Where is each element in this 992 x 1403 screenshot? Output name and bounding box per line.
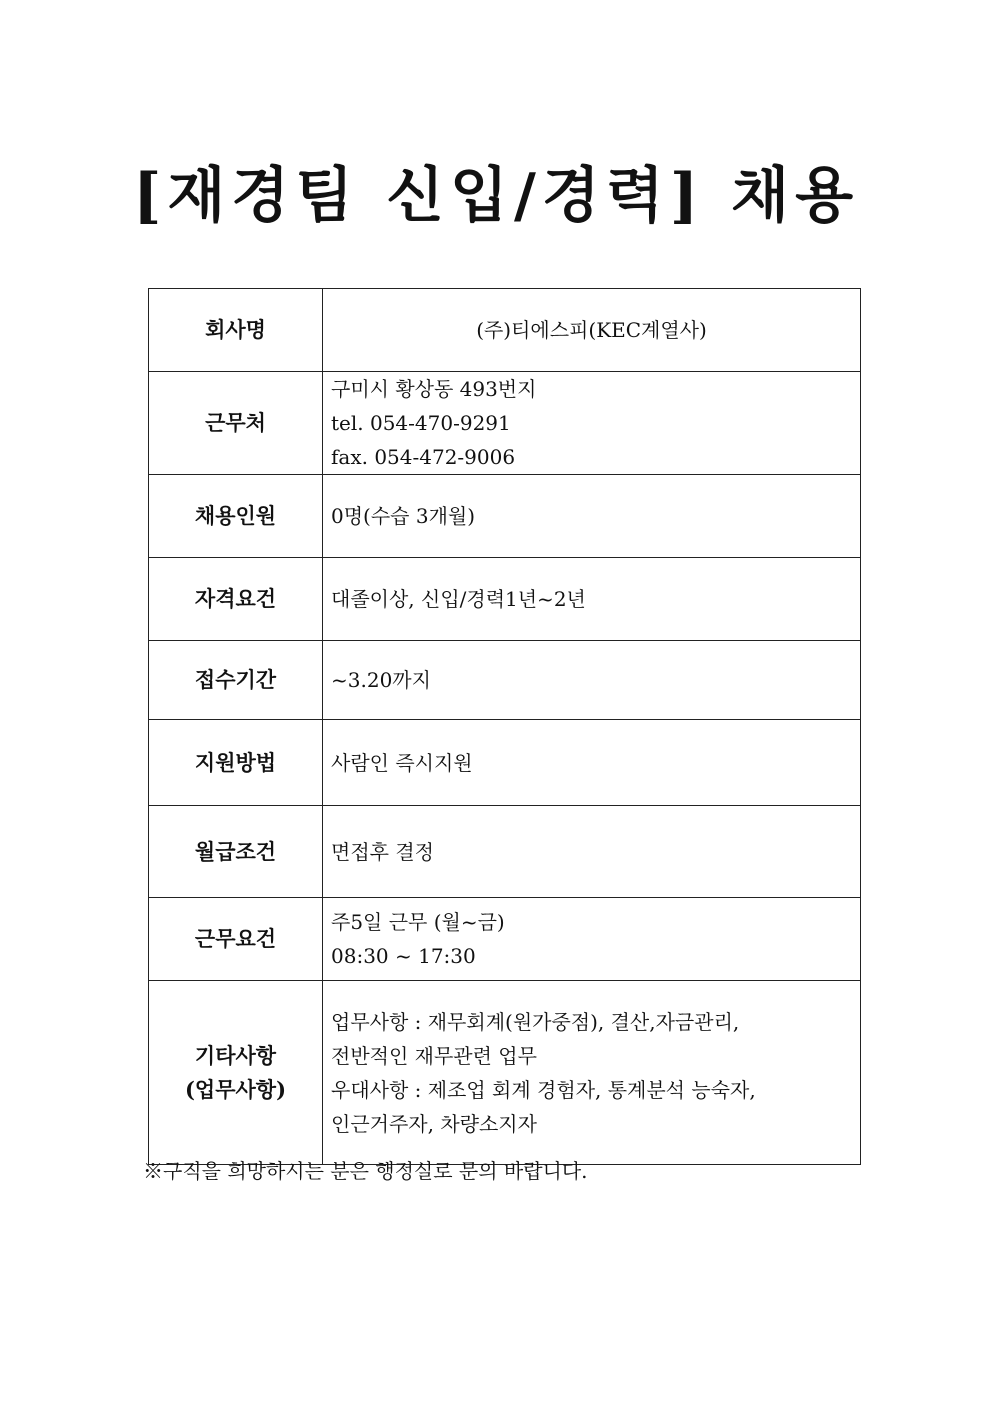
row-label xyxy=(149,558,323,641)
table-row-etc xyxy=(149,981,861,1165)
table-row-company xyxy=(149,289,861,372)
table-row-qualification xyxy=(149,558,861,641)
value-line: 주5일 근무 (월~금) xyxy=(331,910,505,934)
value-line: 업무사항 : 재무회계(원가중점), 결산,자금관리, xyxy=(331,1009,740,1034)
label-line: 자격요건 xyxy=(194,586,277,611)
table-row-apply-method xyxy=(149,720,861,806)
row-label xyxy=(149,898,323,981)
value-line: 대졸이상, 신입/경력1년~2년 xyxy=(331,587,586,611)
table-row-salary xyxy=(149,806,861,898)
value-line: ~3.20까지 xyxy=(331,668,431,692)
value-line: 면접후 결정 xyxy=(331,839,434,864)
table-row-period xyxy=(149,641,861,720)
label-line: 월급조건 xyxy=(194,838,277,864)
value-line: 사람인 즉시지원 xyxy=(331,750,473,775)
label-line: 지원방법 xyxy=(194,749,277,775)
label-line: 회사명 xyxy=(205,317,266,342)
row-value xyxy=(323,981,861,1165)
row-value xyxy=(323,475,861,558)
job-info-table xyxy=(148,288,861,1165)
footnote: ※구직을 희망하시는 분은 행정실로 문의 바랍니다. xyxy=(143,1159,588,1183)
table-row-work-conditions xyxy=(149,898,861,981)
row-label xyxy=(149,720,323,806)
row-label xyxy=(149,289,323,372)
table-row-workplace xyxy=(149,372,861,475)
table-row-headcount xyxy=(149,475,861,558)
label-line: (업무사항) xyxy=(184,1076,287,1102)
label-line: 접수기간 xyxy=(194,667,277,692)
page-title: [재경팀 신입/경력] 채용 xyxy=(132,161,860,231)
label-line: 근무처 xyxy=(205,410,266,435)
value-line: fax. 054-472-9006 xyxy=(331,445,516,469)
label-line: 근무요건 xyxy=(194,926,277,951)
row-label xyxy=(149,372,323,475)
row-label xyxy=(149,981,323,1165)
value-line: tel. 054-470-9291 xyxy=(331,411,511,435)
row-value xyxy=(323,720,861,806)
row-value xyxy=(323,558,861,641)
value-line: 우대사항 : 제조업 회계 경험자, 통계분석 능숙자, xyxy=(331,1077,756,1102)
label-line: 기타사항 xyxy=(194,1042,277,1068)
label-line: 채용인원 xyxy=(194,503,277,528)
row-value xyxy=(323,806,861,898)
value-line: (주)티에스피(KEC계열사) xyxy=(476,318,707,342)
row-value xyxy=(323,289,861,372)
value-line: 0명(수습 3개월) xyxy=(331,504,476,528)
row-label xyxy=(149,475,323,558)
value-line: 08:30 ~ 17:30 xyxy=(331,944,476,968)
value-line: 인근거주자, 차량소지자 xyxy=(331,1111,537,1136)
value-line: 구미시 황상동 493번지 xyxy=(331,377,537,401)
row-value xyxy=(323,372,861,475)
row-value xyxy=(323,641,861,720)
row-label xyxy=(149,641,323,720)
row-label xyxy=(149,806,323,898)
value-line: 전반적인 재무관련 업무 xyxy=(331,1043,537,1068)
row-value xyxy=(323,898,861,981)
